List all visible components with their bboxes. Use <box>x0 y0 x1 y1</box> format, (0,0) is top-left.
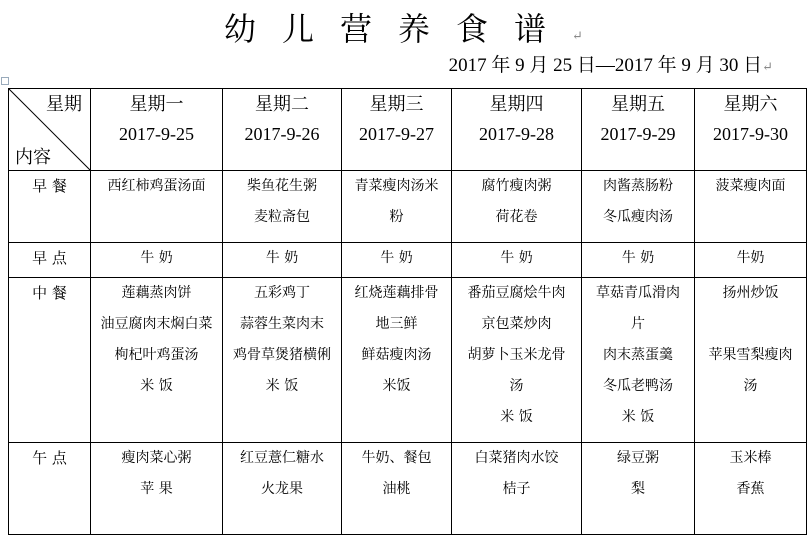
menu-item: 红豆薏仁糖水 <box>240 450 324 466</box>
day-name: 星期三 <box>369 94 424 114</box>
menu-item: 青菜瘦肉汤米 <box>354 178 439 194</box>
header-row <box>9 89 807 171</box>
day-date: 2017-9-27 <box>359 124 434 144</box>
menu-item: 西红柿鸡蛋汤面 <box>107 178 206 194</box>
meal-row-lunch <box>9 278 807 443</box>
menu-item: 油豆腐肉末焖白菜 <box>100 316 213 332</box>
menu-cell <box>695 443 807 535</box>
menu-item: 汤 <box>509 378 524 394</box>
day-name: 星期六 <box>723 94 778 114</box>
menu-cell <box>342 278 452 443</box>
meal-label: 午 点 <box>32 449 67 467</box>
menu-item: 牛 奶 <box>140 250 173 266</box>
day-name: 星期四 <box>489 94 544 114</box>
menu-item <box>695 309 806 340</box>
day-header-cell <box>695 89 807 171</box>
menu-item: 米 饭 <box>500 409 533 425</box>
day-name: 星期二 <box>255 94 309 114</box>
meal-label-cell <box>9 278 91 443</box>
menu-item: 菠菜瘦肉面 <box>715 178 786 194</box>
meal-label: 早 餐 <box>32 177 67 195</box>
menu-item: 麦粒斋包 <box>254 209 310 225</box>
page-title <box>0 4 807 50</box>
menu-cell <box>582 243 695 278</box>
corner-bottom-label: 内容 <box>15 147 51 167</box>
menu-table <box>8 88 807 535</box>
day-date: 2017-9-30 <box>713 124 788 144</box>
day-date: 2017-9-28 <box>479 124 554 144</box>
menu-cell <box>223 278 342 443</box>
menu-item: 莲藕蒸肉饼 <box>121 285 192 301</box>
menu-item: 草菇青瓜滑肉 <box>596 285 680 301</box>
menu-item: 牛奶 <box>736 250 765 266</box>
menu-cell <box>582 171 695 243</box>
day-header-cell <box>91 89 223 171</box>
day-name: 星期一 <box>129 94 184 114</box>
menu-cell <box>91 278 223 443</box>
corner-top-label: 星期 <box>46 94 82 114</box>
menu-cell <box>223 171 342 243</box>
menu-item: 枸杞叶鸡蛋汤 <box>114 347 199 363</box>
menu-cell <box>223 243 342 278</box>
menu-item: 梨 <box>631 481 645 497</box>
menu-cell <box>452 278 582 443</box>
menu-cell <box>452 171 582 243</box>
menu-item: 米 饭 <box>140 378 173 394</box>
menu-item: 片 <box>631 316 645 332</box>
day-date: 2017-9-26 <box>244 124 320 144</box>
menu-item: 火龙果 <box>261 481 303 497</box>
menu-item: 苹果雪梨瘦肉 <box>708 347 793 363</box>
menu-item: 牛 奶 <box>621 250 655 266</box>
day-date: 2017-9-29 <box>600 124 676 144</box>
menu-item: 瘦肉菜心粥 <box>121 450 192 466</box>
menu-cell <box>91 171 223 243</box>
menu-item: 胡萝卜玉米龙骨 <box>467 347 566 363</box>
menu-item: 牛 奶 <box>265 250 299 266</box>
menu-item: 汤 <box>743 378 758 394</box>
menu-item: 香蕉 <box>736 481 765 497</box>
meal-row-afternoon-snack <box>9 443 807 535</box>
menu-item: 牛奶、餐包 <box>361 450 432 466</box>
menu-cell <box>452 443 582 535</box>
menu-item: 荷花卷 <box>495 209 538 225</box>
meal-label: 中 餐 <box>32 284 67 302</box>
meal-label-cell <box>9 443 91 535</box>
menu-item: 绿豆粥 <box>617 450 659 466</box>
menu-cell <box>582 443 695 535</box>
menu-item: 京包菜炒肉 <box>481 316 552 332</box>
menu-item: 白菜猪肉水饺 <box>474 450 559 466</box>
menu-item: 米饭 <box>382 378 411 394</box>
menu-item: 玉米棒 <box>729 450 772 466</box>
menu-item: 番茄豆腐烩牛肉 <box>467 285 566 301</box>
menu-item: 蒜蓉生菜肉末 <box>240 316 324 332</box>
menu-cell <box>342 171 452 243</box>
paragraph-mark-icon: ↵ <box>762 59 773 74</box>
day-header-cell <box>223 89 342 171</box>
menu-cell <box>452 243 582 278</box>
table-anchor-icon[interactable] <box>1 77 9 85</box>
menu-item: 牛 奶 <box>380 250 413 266</box>
corner-header-cell <box>9 89 91 171</box>
date-range <box>449 50 773 77</box>
menu-item: 地三鲜 <box>375 316 418 332</box>
day-header-cell <box>582 89 695 171</box>
day-name: 星期五 <box>611 94 665 114</box>
menu-item: 苹 果 <box>140 481 173 497</box>
menu-item: 腐竹瘦肉粥 <box>481 178 552 194</box>
menu-cell <box>695 243 807 278</box>
day-header-cell <box>342 89 452 171</box>
date-range-text: 2017 年 9 月 25 日—2017 年 9 月 30 日 <box>448 55 763 76</box>
menu-item: 红烧莲藕排骨 <box>354 285 439 301</box>
meal-row-breakfast <box>9 171 807 243</box>
meal-label: 早 点 <box>32 249 67 267</box>
menu-item: 柴鱼花生粥 <box>247 178 317 194</box>
menu-item: 牛 奶 <box>500 250 533 266</box>
menu-cell <box>91 443 223 535</box>
menu-cell <box>695 171 807 243</box>
meal-label-cell <box>9 243 91 278</box>
menu-cell <box>91 243 223 278</box>
menu-item: 鲜菇瘦肉汤 <box>361 347 432 363</box>
menu-item: 桔子 <box>502 481 531 497</box>
menu-cell <box>695 278 807 443</box>
menu-item: 冬瓜老鸭汤 <box>603 378 673 394</box>
menu-cell <box>342 243 452 278</box>
menu-item: 五彩鸡丁 <box>254 285 310 301</box>
menu-item: 米 饭 <box>621 409 655 425</box>
menu-item: 扬州炒饭 <box>722 285 779 301</box>
meal-label-cell <box>9 171 91 243</box>
paragraph-mark-icon: ↵ <box>572 29 583 44</box>
menu-item: 米 饭 <box>265 378 299 394</box>
menu-cell <box>223 443 342 535</box>
menu-item: 肉末蒸蛋羹 <box>603 347 673 363</box>
menu-item: 鸡骨草煲猪横俐 <box>233 347 331 363</box>
day-header-cell <box>452 89 582 171</box>
menu-item: 油桃 <box>382 481 411 497</box>
menu-item: 粉 <box>389 209 404 225</box>
title-text: 幼儿营养食谱 <box>224 10 573 48</box>
menu-item: 肉酱蒸肠粉 <box>603 178 673 194</box>
menu-cell <box>342 443 452 535</box>
menu-item: 冬瓜瘦肉汤 <box>603 209 673 225</box>
meal-row-morning-snack <box>9 243 807 278</box>
menu-cell <box>582 278 695 443</box>
day-date: 2017-9-25 <box>119 124 194 144</box>
